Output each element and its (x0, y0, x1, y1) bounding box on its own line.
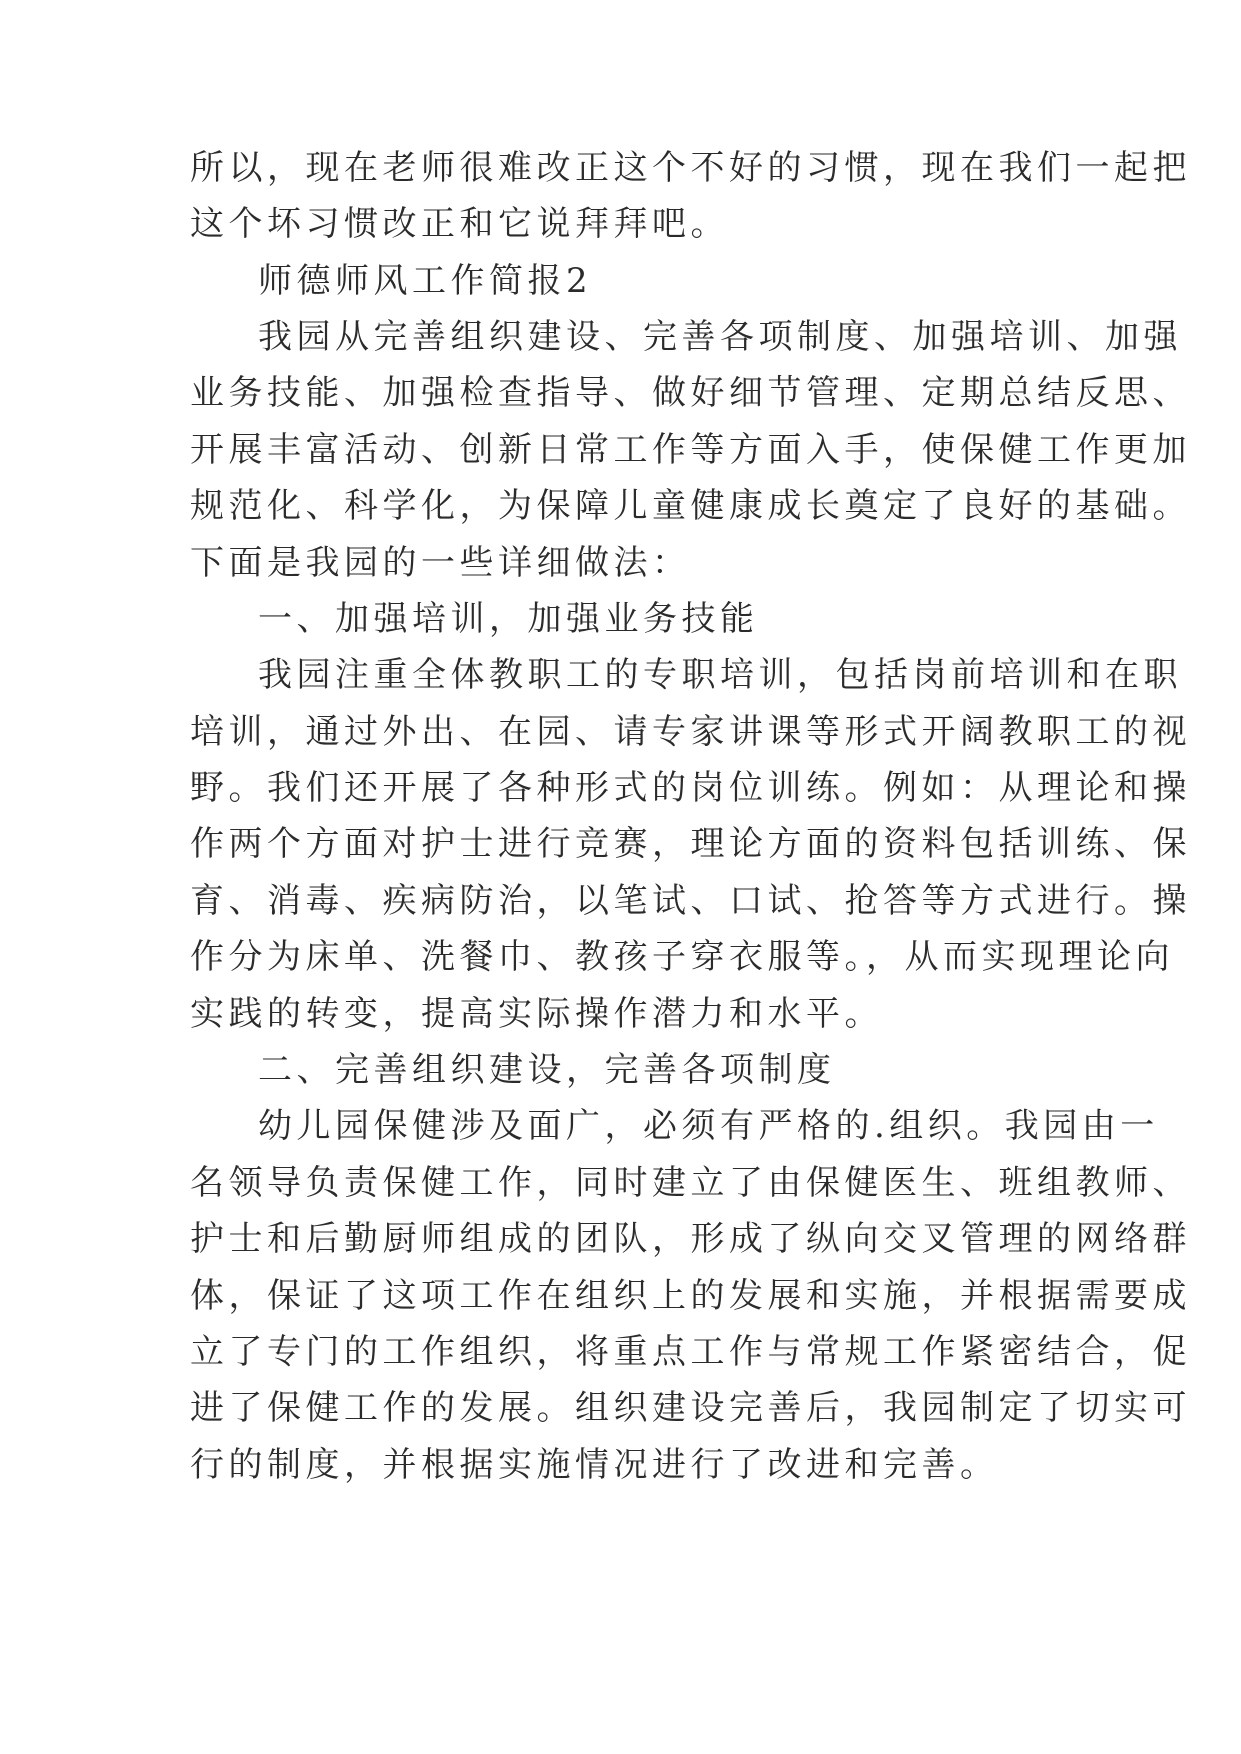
paragraph-line: 进了保健工作的发展。组织建设完善后，我园制定了切实可 (190, 1388, 1191, 1428)
paragraph-line: 护士和后勤厨师组成的团队，形成了纵向交叉管理的网络群 (190, 1219, 1191, 1259)
paragraph-line: 行的制度，并根据实施情况进行了改进和完善。 (190, 1445, 999, 1485)
paragraph-line: 体，保证了这项工作在组织上的发展和实施，并根据需要成 (190, 1276, 1191, 1316)
paragraph-line: 我园注重全体教职工的专职培训，包括岗前培训和在职 (258, 655, 1182, 695)
paragraph-line: 开展丰富活动、创新日常工作等方面入手，使保健工作更加 (190, 430, 1191, 470)
paragraph-line: 这个坏习惯改正和它说拜拜吧。 (190, 204, 729, 244)
paragraph-line: 立了专门的工作组织，将重点工作与常规工作紧密结合，促 (190, 1332, 1191, 1372)
paragraph-line: 育、消毒、疾病防治，以笔试、口试、抢答等方式进行。操 (190, 881, 1191, 921)
section-title: 师德师风工作简报2 (258, 261, 593, 301)
paragraph-line: 野。我们还开展了各种形式的岗位训练。例如：从理论和操 (190, 768, 1191, 808)
paragraph-line: 作分为床单、洗餐巾、教孩子穿衣服等。，从而实现理论向 (190, 937, 1174, 977)
paragraph-line: 幼儿园保健涉及面广，必须有严格的.组织。我园由一 (258, 1106, 1159, 1146)
paragraph-line: 实践的转变，提高实际操作潜力和水平。 (190, 994, 883, 1034)
section-heading: 二、完善组织建设，完善各项制度 (258, 1050, 836, 1090)
paragraph-line: 我园从完善组织建设、完善各项制度、加强培训、加强 (258, 317, 1182, 357)
paragraph-line: 名领导负责保健工作，同时建立了由保健医生、班组教师、 (190, 1163, 1191, 1203)
paragraph-line: 下面是我园的一些详细做法： (190, 543, 691, 583)
paragraph-line: 所以，现在老师很难改正这个不好的习惯，现在我们一起把 (190, 148, 1191, 188)
paragraph-line: 作两个方面对护士进行竞赛，理论方面的资料包括训练、保 (190, 824, 1191, 864)
section-heading: 一、加强培训，加强业务技能 (258, 599, 759, 639)
paragraph-line: 规范化、科学化，为保障儿童健康成长奠定了良好的基础。 (190, 486, 1191, 526)
paragraph-line: 业务技能、加强检查指导、做好细节管理、定期总结反思、 (190, 373, 1191, 413)
paragraph-line: 培训，通过外出、在园、请专家讲课等形式开阔教职工的视 (190, 712, 1191, 752)
